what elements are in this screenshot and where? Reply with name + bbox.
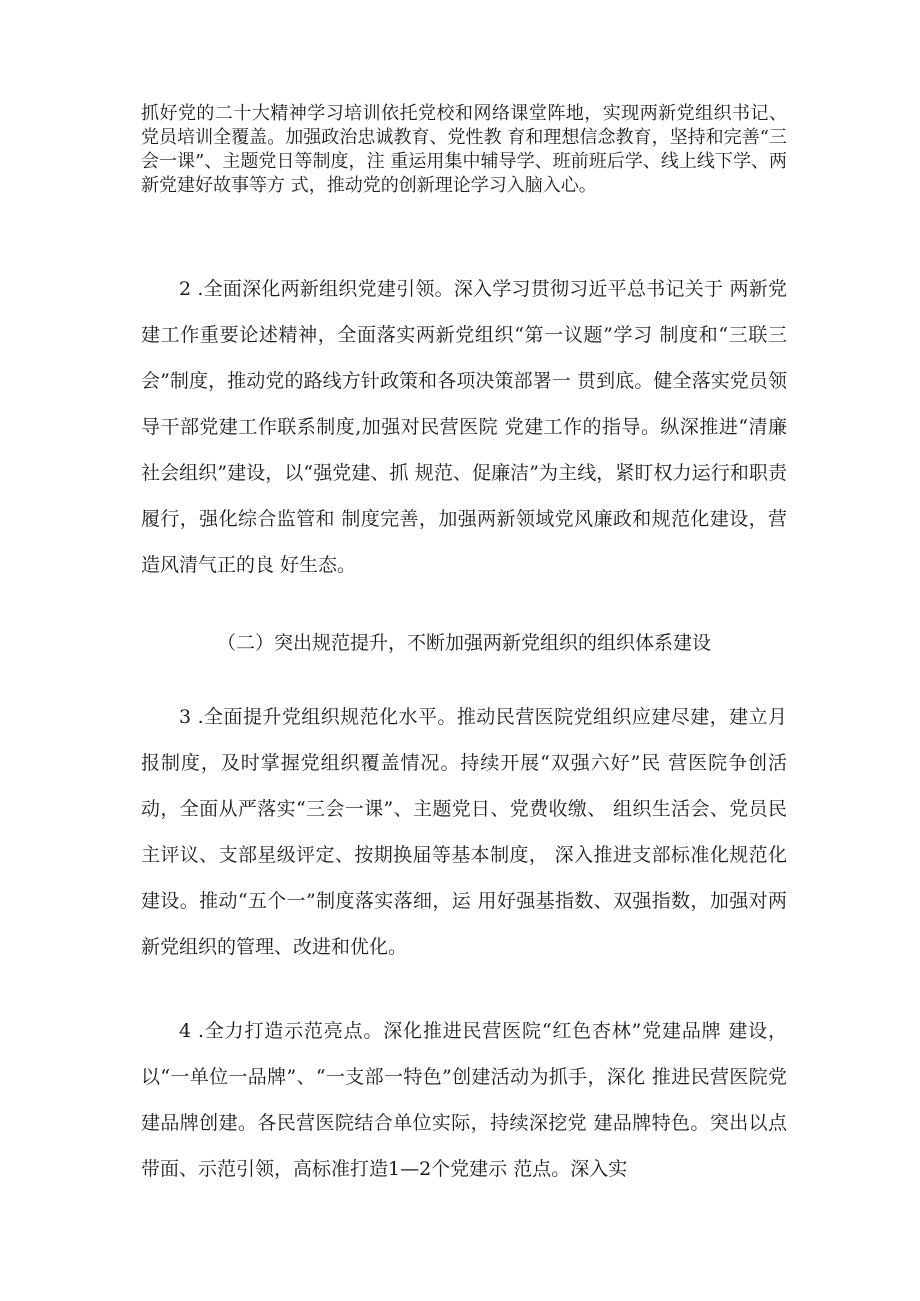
paragraph-3: 3 .全面提升党组织规范化水平。推动民营医院党组织应建尽建，建立月报制度，及时掌握党组织覆盖情况。持续开展“双强六好”民 营医院争创活动，全面从严落实“三会一课”、主题党日、党费收缴、 组织生活会、党员民主评议、支部星级评定、按期换届等基本制度， 深入推进支部标准化规范化建设。推动“五个一”制度落实落细，运 用好强基指数、双强指数，加强对两新党组织的管理、改进和优化。 <box>141 706 787 958</box>
paragraph-2: 2 .全面深化两新组织党建引领。深入学习贯彻习近平总书记关于 两新党建工作重要论述精神，全面落实两新党组织“第一议题”学习 制度和“三联三会”制度，推动党的路线方针政策和各项决策部署一 贯到底。健全落实党员领导干部党建工作联系制度,加强对民营医院 党建工作的指导。纵深推进“清廉社会组织”建设，以“强党建、抓 规范、促廉洁”为主线，紧盯权力运行和职责履行，强化综合监管和 制度完善，加强两新领域党风廉政和规范化建设，营造风清气正的良 好生态。 <box>141 278 787 576</box>
paragraph-4: 4 .全力打造示范亮点。深化推进民营医院“红色杏林”党建品牌 建设，以“一单位一品牌”、“一支部一特色”创建活动为抓手，深化 推进民营医院党建品牌创建。各民营医院结合单位实际，持续深挖党 建品牌特色。突出以点带面、示范引领，高标准打造1—2个党建示 范点。深入实 <box>141 1020 787 1180</box>
intro-paragraph: 抓好党的二十大精神学习培训依托党校和网络课堂阵地，实现两新党组织书记、党员培训全覆盖。加强政治忠诚教育、党性教 育和理想信念教育，坚持和完善“三会一课”、主题党日等制度，注 重运用集中辅导学、班前班后学、线上线下学、两新党建好故事等方 式，推动党的创新理论学习入脑入心。 <box>141 103 787 196</box>
section-heading: （二）突出规范提升，不断加强两新党组织的组织体系建设 <box>216 632 711 654</box>
